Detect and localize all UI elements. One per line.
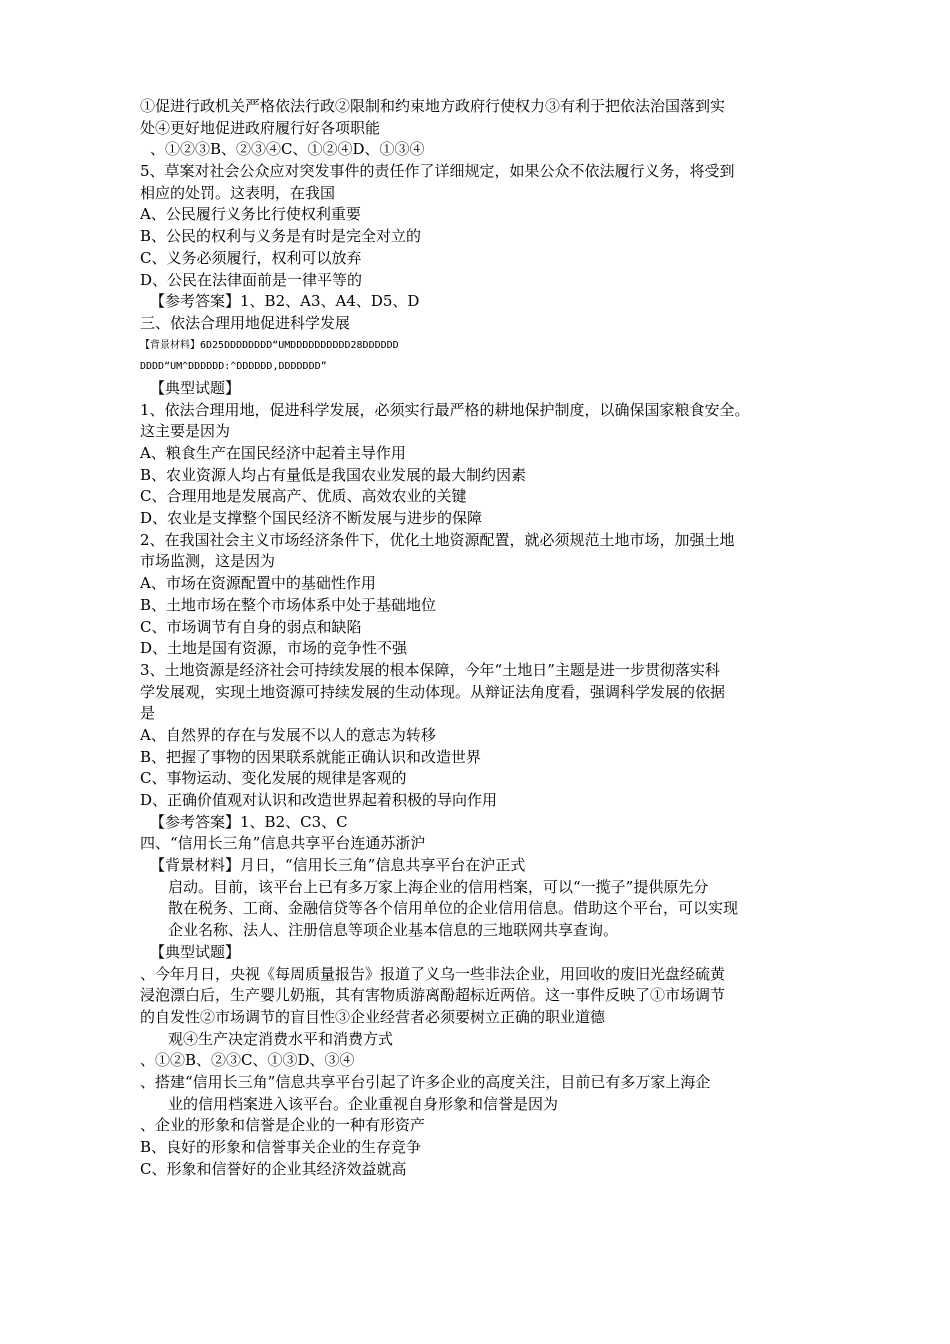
option-c: C、形象和信誉好的企业其经济效益就高: [140, 1159, 407, 1178]
text-line: 处④更好地促进政府履行好各项职能: [140, 118, 381, 137]
typical-questions-heading: 【典型试题】: [150, 942, 241, 961]
background-material: 散在税务、工商、金融信贷等各个信用单位的企业信用信息。借助这个平台，可以实现: [168, 899, 739, 918]
option-a: A、市场在资源配置中的基础性作用: [140, 574, 376, 593]
question-5: 5、草案对社会公众应对突发事件的责任作了详细规定，如果公众不依法履行义务，将受到: [140, 162, 735, 181]
reference-answer: 【参考答案】1、B2、A3、A4、D5、D: [150, 292, 420, 311]
text-line: 相应的处罚。这表明，在我国: [140, 183, 336, 202]
question-1: 1、依法合理用地，促进科学发展，必须实行最严格的耕地保护制度，以确保国家粮食安全。: [140, 400, 750, 419]
option-b: B、良好的形象和信誉事关企业的生存竞争: [140, 1138, 422, 1156]
option-b: B、公民的权利与义务是有时是完全对立的: [140, 227, 422, 246]
option-c: C、合理用地是发展高产、优质、高效农业的关键: [140, 487, 467, 506]
document-body: [140, 96, 840, 1180]
question-text: 、今年月日，央视《每周质量报告》报道了义乌一些非法企业，用回收的废旧光盘经硫黄: [140, 964, 726, 983]
text-line: 学发展观，实现土地资源可持续发展的生动体现。从辩证法角度看，强调科学发展的依据: [140, 682, 726, 701]
text-line: 业的信用档案进入该平台。企业重视自身形象和信誉是因为: [168, 1094, 559, 1113]
option-d: D、正确价值观对认识和改造世界起着积极的导向作用: [140, 791, 498, 809]
question-3: 3、土地资源是经济社会可持续发展的根本保障，今年“土地日”主题是进一步贯彻落实科: [140, 660, 720, 679]
background-material: 【背景材料】6D25DDDDDDDD“UMDDDDDDDDDD28DDDDDD: [140, 339, 399, 351]
background-material: DDDD“UM^DDDDDD:^DDDDDD,DDDDDDD”: [140, 361, 327, 373]
text-line: 浸泡漂白后，生产婴儿奶瓶，其有害物质游离酚超标近两倍。这一事件反映了①市场调节: [140, 986, 726, 1005]
background-material: 【背景材料】月日，“信用长三角”信息共享平台在沪正式: [150, 856, 526, 875]
option-a: A、公民履行义务比行使权利重要: [140, 205, 361, 224]
option-a: A、粮食生产在国民经济中起着主导作用: [140, 444, 406, 462]
text-line: 的自发性②市场调节的盲目性③企业经营者必须要树立正确的职业道德: [140, 1007, 606, 1026]
option-d: D、农业是支撑整个国民经济不断发展与进步的保障: [140, 509, 483, 528]
text-line: ①促进行政机关严格依法行政②限制和约束地方政府行使权力③有利于把依法治国落到实: [140, 97, 726, 115]
typical-questions-heading: 【典型试题】: [150, 378, 241, 397]
option-b: B、土地市场在整个市场体系中处于基础地位: [140, 595, 437, 614]
option-d: D、土地是国有资源，市场的竞争性不强: [140, 639, 408, 658]
text-line: 观④生产决定消费水平和消费方式: [168, 1029, 394, 1048]
option-b: B、农业资源人均占有量低是我国农业发展的最大制约因素: [140, 465, 527, 484]
option-c: C、事物运动、变化发展的规律是客观的: [140, 769, 407, 788]
option-d: D、公民在法律面前是一律平等的: [140, 270, 363, 289]
option-c: C、市场调节有自身的弱点和缺陷: [140, 617, 362, 636]
option-c: C、义务必须履行，权利可以放弃: [140, 248, 362, 267]
option-a: A、自然界的存在与发展不以人的意志为转移: [140, 725, 436, 744]
background-material: 企业名称、法人、注册信息等项企业基本信息的三地联网共享查询。: [168, 921, 619, 940]
answer-options: 、①②B、②③C、①③D、③④: [140, 1051, 355, 1070]
option-b: B、把握了事物的因果联系就能正确认识和改造世界: [140, 747, 482, 766]
question-text: 、搭建“信用长三角”信息共享平台引起了许多企业的高度关注，目前已有多万家上海企: [140, 1072, 711, 1091]
text-line: 是: [140, 704, 156, 723]
section-heading-3: 三、依法合理用地促进科学发展: [140, 313, 351, 332]
section-heading-4: 四、“信用长三角”信息共享平台连通苏浙沪: [140, 834, 426, 853]
background-material: 启动。目前，该平台上已有多万家上海企业的信用档案，可以“一揽子”提供原先分: [168, 877, 709, 896]
text-line: 市场监测，这是因为: [140, 552, 276, 571]
question-2: 2、在我国社会主义市场经济条件下，优化土地资源配置，就必须规范土地市场，加强土地: [140, 530, 735, 549]
text-line: 这主要是因为: [140, 422, 231, 441]
option-a: 、企业的形象和信誉是企业的一种有形资产: [140, 1116, 426, 1135]
answer-options: 、①②③B、②③④C、①②④D、①③④: [150, 140, 425, 159]
reference-answer: 【参考答案】1、B2、C3、C: [150, 812, 348, 831]
